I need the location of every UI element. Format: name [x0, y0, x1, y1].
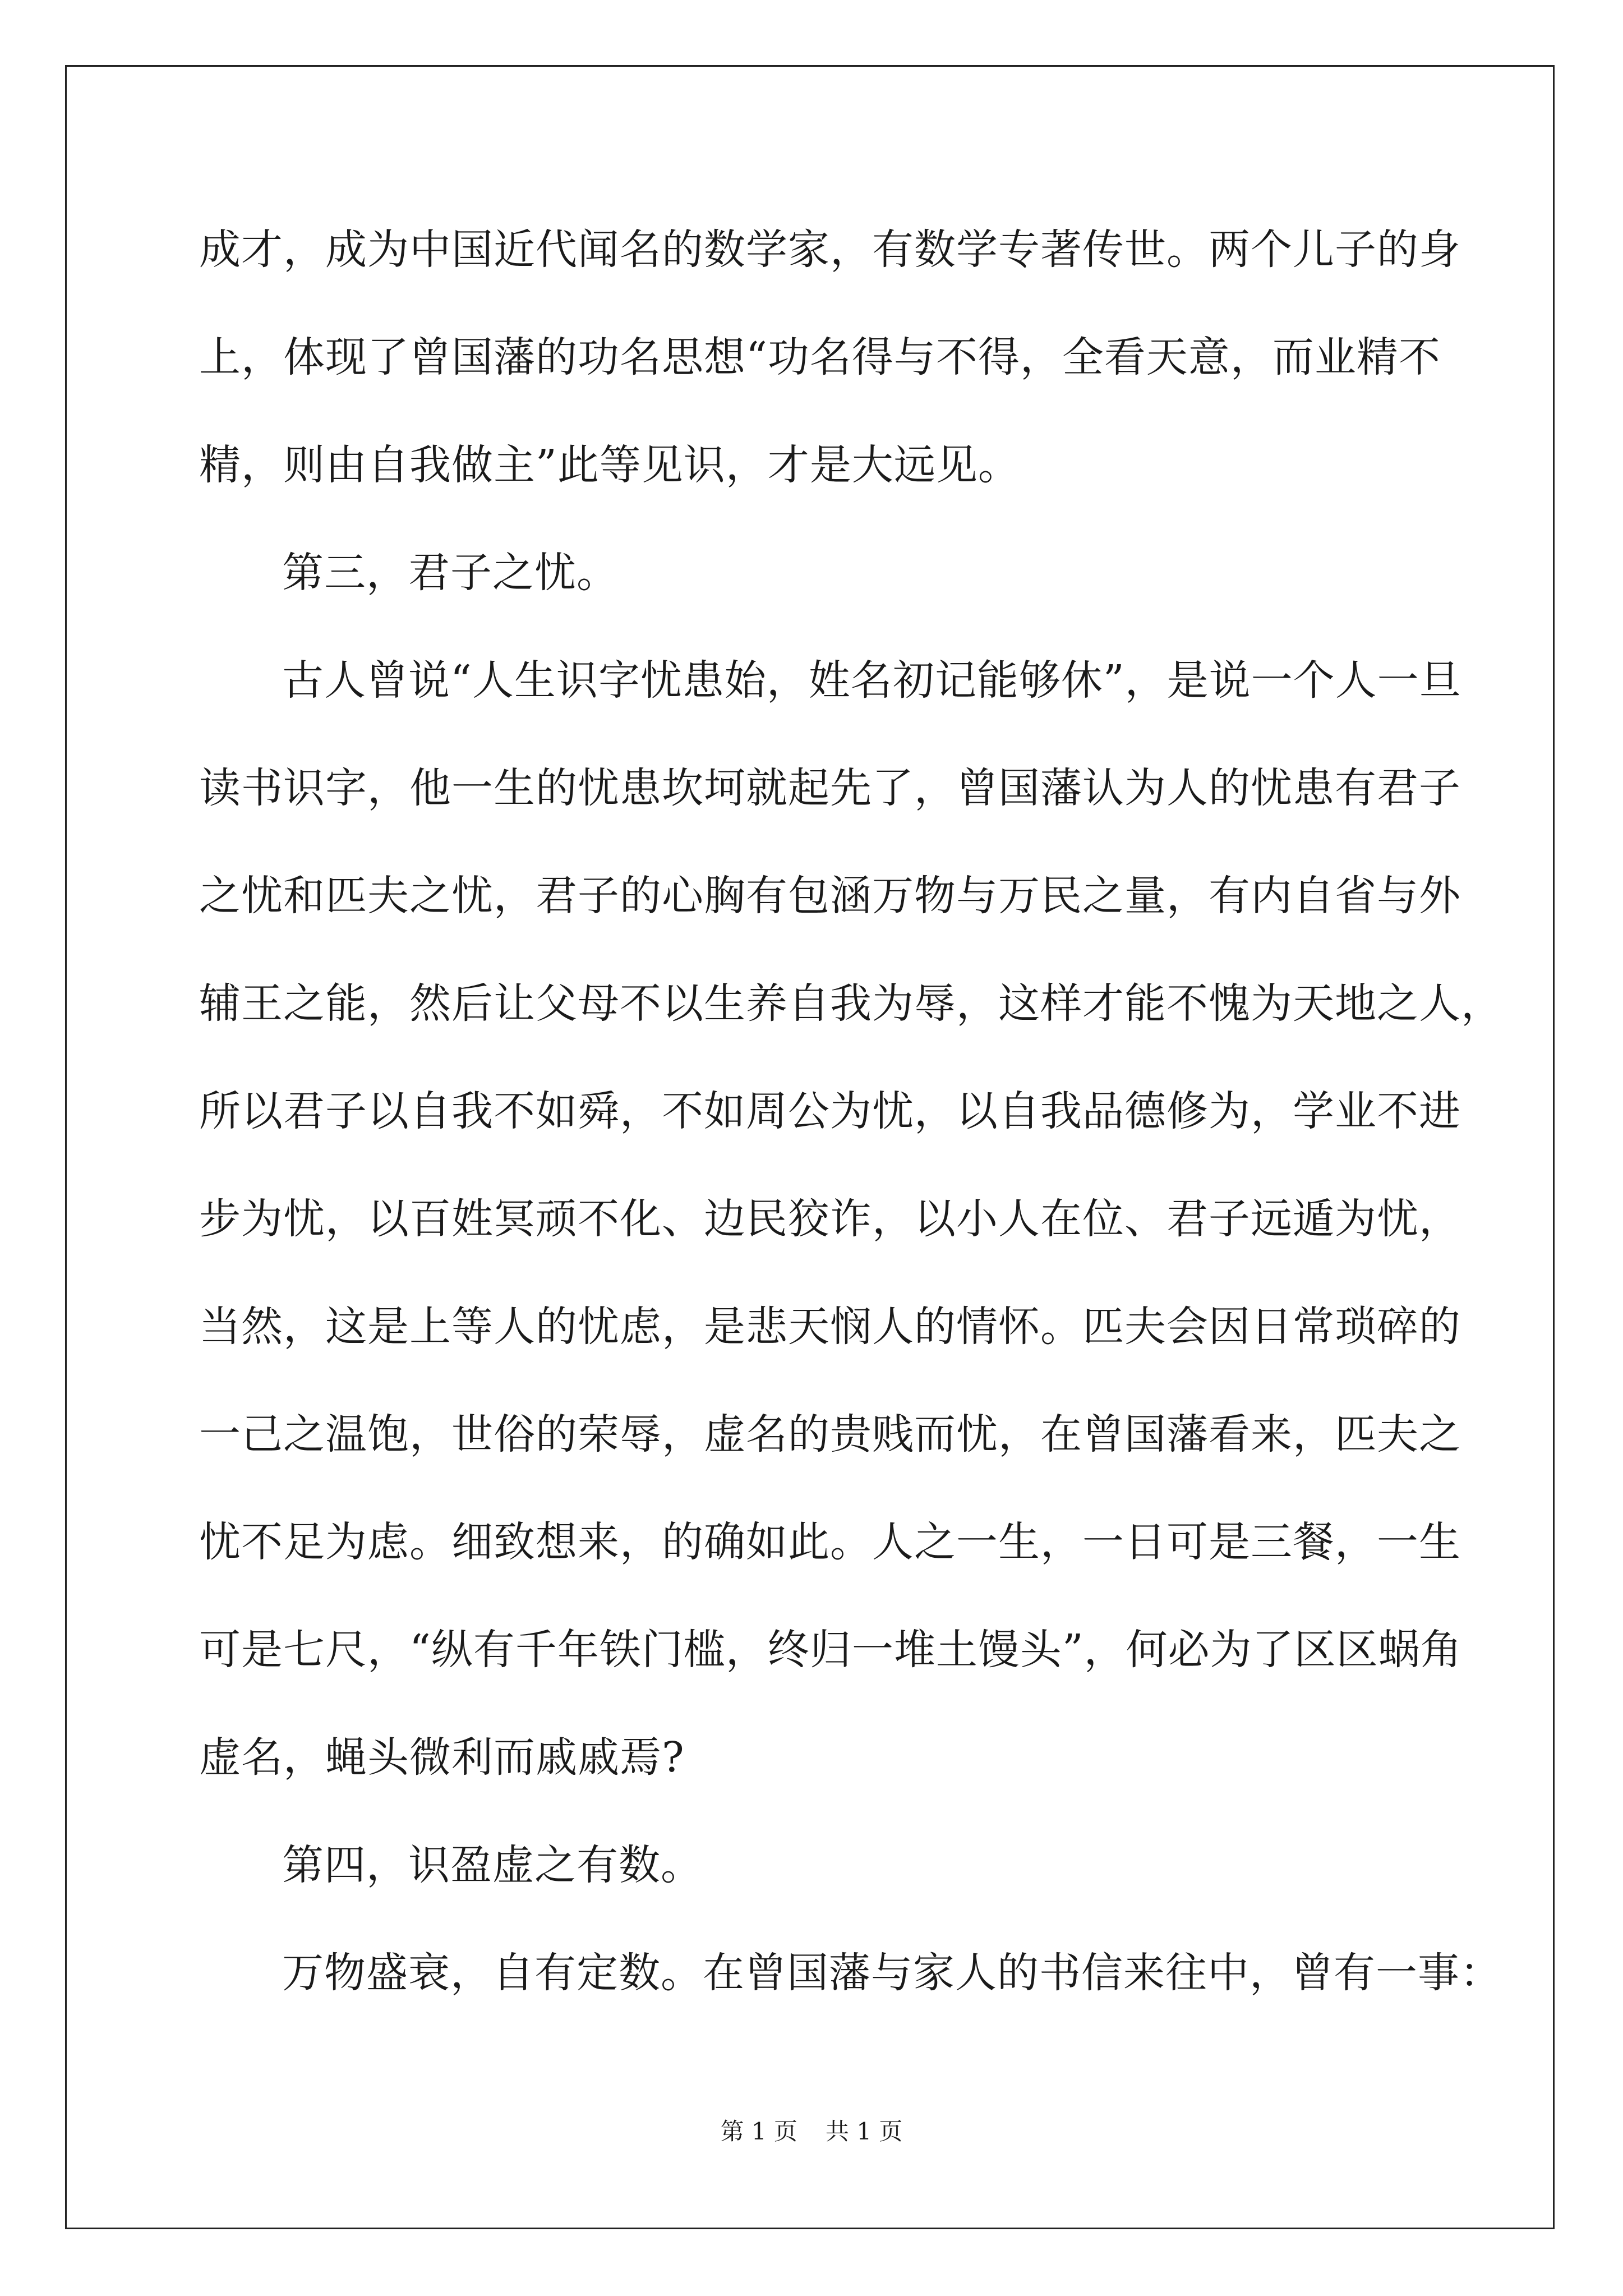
text-line: 所以君子以自我不如舜，不如周公为忧，以自我品德修为，学业不进: [199, 1087, 1461, 1135]
page-footer: [0, 2115, 1623, 2148]
text-line: 万物盛衰，自有定数。在曾国藩与家人的书信来往中，曾有一事：: [282, 1949, 1502, 1997]
text-line: 成才，成为中国近代闻名的数学家，有数学专著传世。两个儿子的身: [199, 226, 1461, 274]
text-line: 忧不足为虑。细致想来，的确如此。人之一生，一日可是三餐，一生: [199, 1518, 1461, 1566]
text-line: 步为忧，以百姓冥顽不化、边民狡诈，以小人在位、君子远遁为忧，: [199, 1195, 1461, 1243]
section-heading-3: 第三，君子之忧。: [282, 549, 619, 597]
text-line: 上，体现了曾国藩的功名思想“功名得与不得，全看天意，而业精不: [199, 333, 1441, 381]
text-line: 一己之温饱，世俗的荣辱，虚名的贵贱而忧，在曾国藩看来，匹夫之: [199, 1410, 1461, 1458]
page-number: 第 1 页: [720, 2118, 797, 2145]
text-line: 当然，这是上等人的忧虑，是悲天悯人的情怀。匹夫会因日常琐碎的: [199, 1303, 1461, 1351]
section-heading-4: 第四，识盈虚之有数。: [282, 1841, 703, 1889]
text-line: 之忧和匹夫之忧，君子的心胸有包涵万物与万民之量，有内自省与外: [199, 872, 1461, 920]
text-line: 辅王之能，然后让父母不以生养自我为辱，这样才能不愧为天地之人，: [199, 979, 1503, 1028]
text-line: 虚名，蝇头微利而戚戚焉?: [199, 1733, 685, 1782]
document-body: [199, 210, 1503, 2041]
text-line: 可是七尺，“纵有千年铁门槛，终归一堆土馒头”，何必为了区区蜗角: [199, 1626, 1463, 1674]
text-line: 精，则由自我做主”此等见识，才是大远见。: [199, 441, 1020, 489]
text-line: 古人曾说“人生识字忧患始，姓名初记能够休”，是说一个人一旦: [282, 656, 1461, 705]
page-total: 共 1 页: [826, 2118, 903, 2145]
text-line: 读书识字，他一生的忧患坎坷就起先了，曾国藩认为人的忧患有君子: [199, 764, 1461, 812]
